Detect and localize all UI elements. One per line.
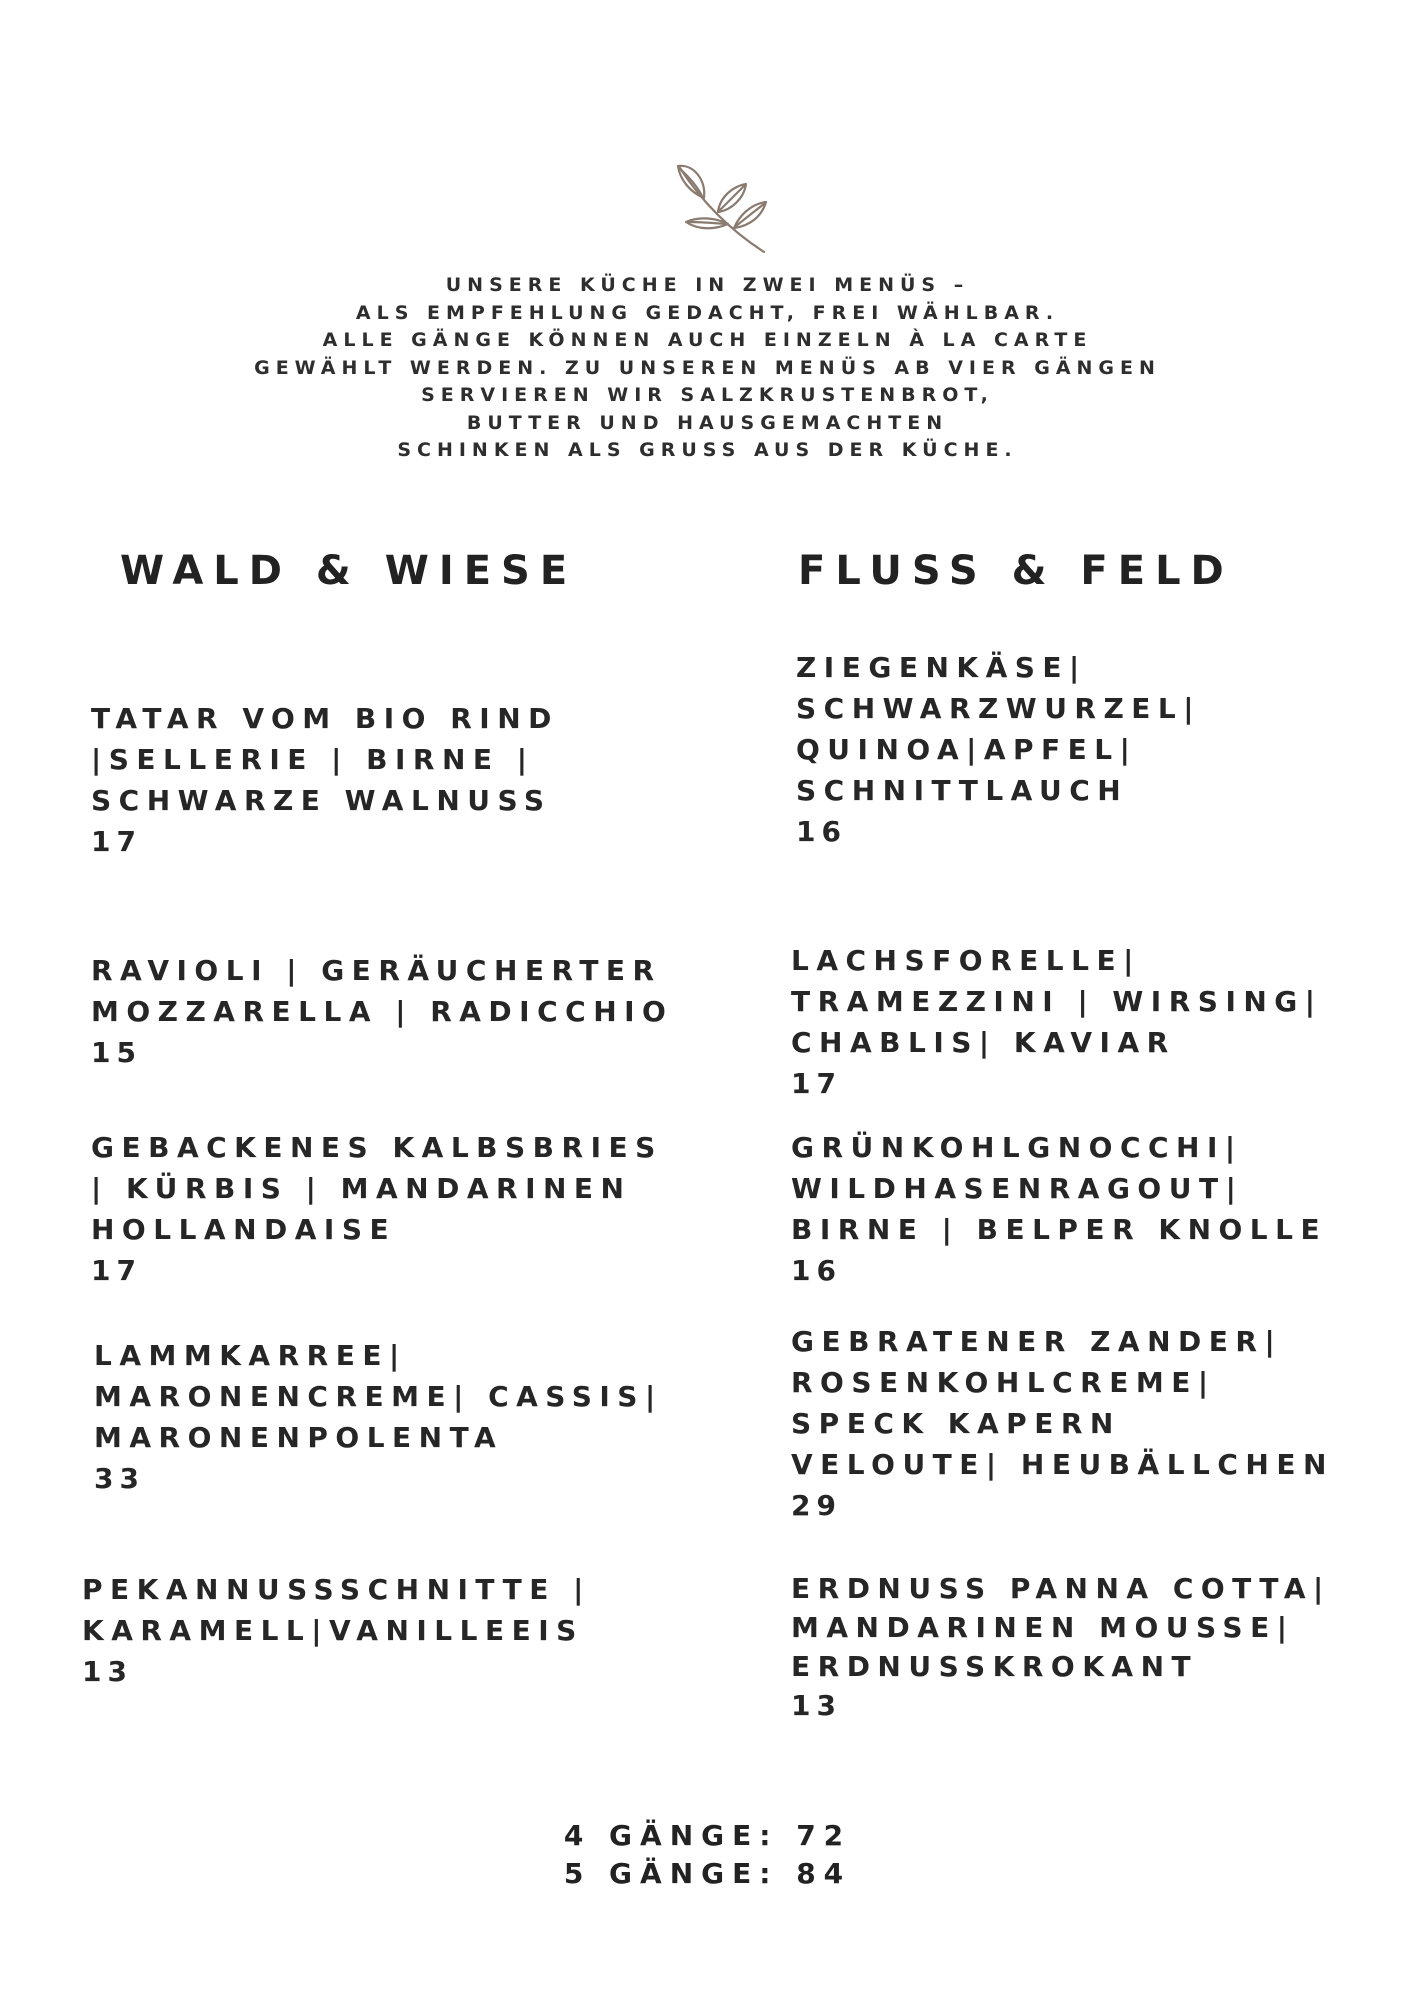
dish-line: ERDNUSS PANNA COTTA| <box>791 1572 1331 1605</box>
dish-line: MARONENCREME| CASSIS| <box>94 1380 663 1413</box>
dish-line: SPECK KAPERN <box>791 1407 1121 1440</box>
dish-price: 29 <box>791 1489 842 1522</box>
dish-line: WILDHASENRAGOUT| <box>791 1172 1244 1205</box>
total-line: 4 GÄNGE: 72 <box>563 1819 852 1852</box>
dish-line: SCHWARZWURZEL| <box>796 692 1201 725</box>
dish-line: ZIEGENKÄSE| <box>796 651 1087 684</box>
menu-title-right: FLUSS & FELD <box>798 548 1234 594</box>
dish-line: PEKANNUSSSCHNITTE | <box>82 1573 591 1606</box>
dish-line: SCHWARZE WALNUSS <box>91 784 552 817</box>
menu-item <box>791 940 1323 1104</box>
dish-line: ROSENKOHLCREME| <box>791 1366 1216 1399</box>
dish-line: RAVIOLI | GERÄUCHERTER <box>91 954 662 987</box>
dish-line: MOZZARELLA | RADICCHIO <box>91 995 674 1028</box>
intro-line: SCHINKEN ALS GRUSS AUS DER KÜCHE. <box>397 439 1018 461</box>
menu-item <box>91 698 559 862</box>
dish-line: TRAMEZZINI | WIRSING| <box>791 985 1323 1018</box>
dish-price: 15 <box>91 1036 142 1069</box>
leaf-sprig-icon <box>672 162 772 254</box>
dish-price: 17 <box>791 1067 842 1100</box>
menu-item <box>82 1569 591 1692</box>
dish-line: |SELLERIE | BIRNE | <box>91 743 535 776</box>
dish-line: CHABLIS| KAVIAR <box>791 1026 1176 1059</box>
dish-line: MARONENPOLENTA <box>94 1421 504 1454</box>
dish-price: 33 <box>94 1462 145 1495</box>
dish-line: QUINOA|APFEL| <box>796 733 1138 766</box>
dish-line: | KÜRBIS | MANDARINEN <box>91 1172 632 1205</box>
menu-item <box>91 1127 663 1291</box>
dish-line: KARAMELL|VANILLEEIS <box>82 1614 584 1647</box>
menu-item <box>791 1321 1334 1526</box>
dish-line: GEBACKENES KALBSBRIES <box>91 1131 663 1164</box>
dish-price: 17 <box>91 1254 142 1287</box>
dish-line: LACHSFORELLE| <box>791 944 1141 977</box>
menu-item <box>91 950 673 1073</box>
dish-line: BIRNE | BELPER KNOLLE <box>791 1213 1328 1246</box>
intro-line: UNSERE KÜCHE IN ZWEI MENÜS – <box>445 274 970 296</box>
dish-price: 17 <box>91 825 142 858</box>
menu-item <box>791 1127 1327 1291</box>
total-line: 5 GÄNGE: 84 <box>563 1857 852 1890</box>
dish-line: LAMMKARREE| <box>94 1339 407 1372</box>
dish-price: 16 <box>796 815 847 848</box>
dish-price: 13 <box>82 1655 133 1688</box>
dish-price: 13 <box>791 1689 842 1722</box>
dish-line: SCHNITTLAUCH <box>796 774 1129 807</box>
menu-item <box>796 647 1201 852</box>
intro-line: BUTTER UND HAUSGEMACHTEN <box>466 411 949 434</box>
dish-line: VELOUTE| HEUBÄLLCHEN <box>791 1448 1334 1481</box>
dish-line: GRÜNKOHLGNOCCHI| <box>791 1131 1243 1164</box>
intro-line: ALS EMPFEHLUNG GEDACHT, FREI WÄHLBAR. <box>355 301 1060 324</box>
intro-line: SERVIEREN WIR SALZKRUSTENBROT, <box>421 384 994 406</box>
dish-line: MANDARINEN MOUSSE| <box>791 1611 1295 1644</box>
intro-text <box>120 272 1295 465</box>
dish-line: GEBRATENER ZANDER| <box>791 1325 1283 1358</box>
intro-line: ALLE GÄNGE KÖNNEN AUCH EINZELN À LA CARTE <box>322 329 1093 351</box>
intro-line: GEWÄHLT WERDEN. ZU UNSEREN MENÜS AB VIER GÄNGEN <box>254 356 1161 379</box>
menu-title-left: WALD & WIESE <box>120 548 578 594</box>
menu-totals <box>0 1817 1415 1893</box>
dish-line: ERDNUSSKROKANT <box>791 1650 1199 1683</box>
dish-line: HOLLANDAISE <box>91 1213 397 1246</box>
menu-item <box>791 1569 1331 1725</box>
dish-line: TATAR VOM BIO RIND <box>91 702 559 735</box>
dish-price: 16 <box>791 1254 842 1287</box>
menu-item <box>94 1335 663 1499</box>
